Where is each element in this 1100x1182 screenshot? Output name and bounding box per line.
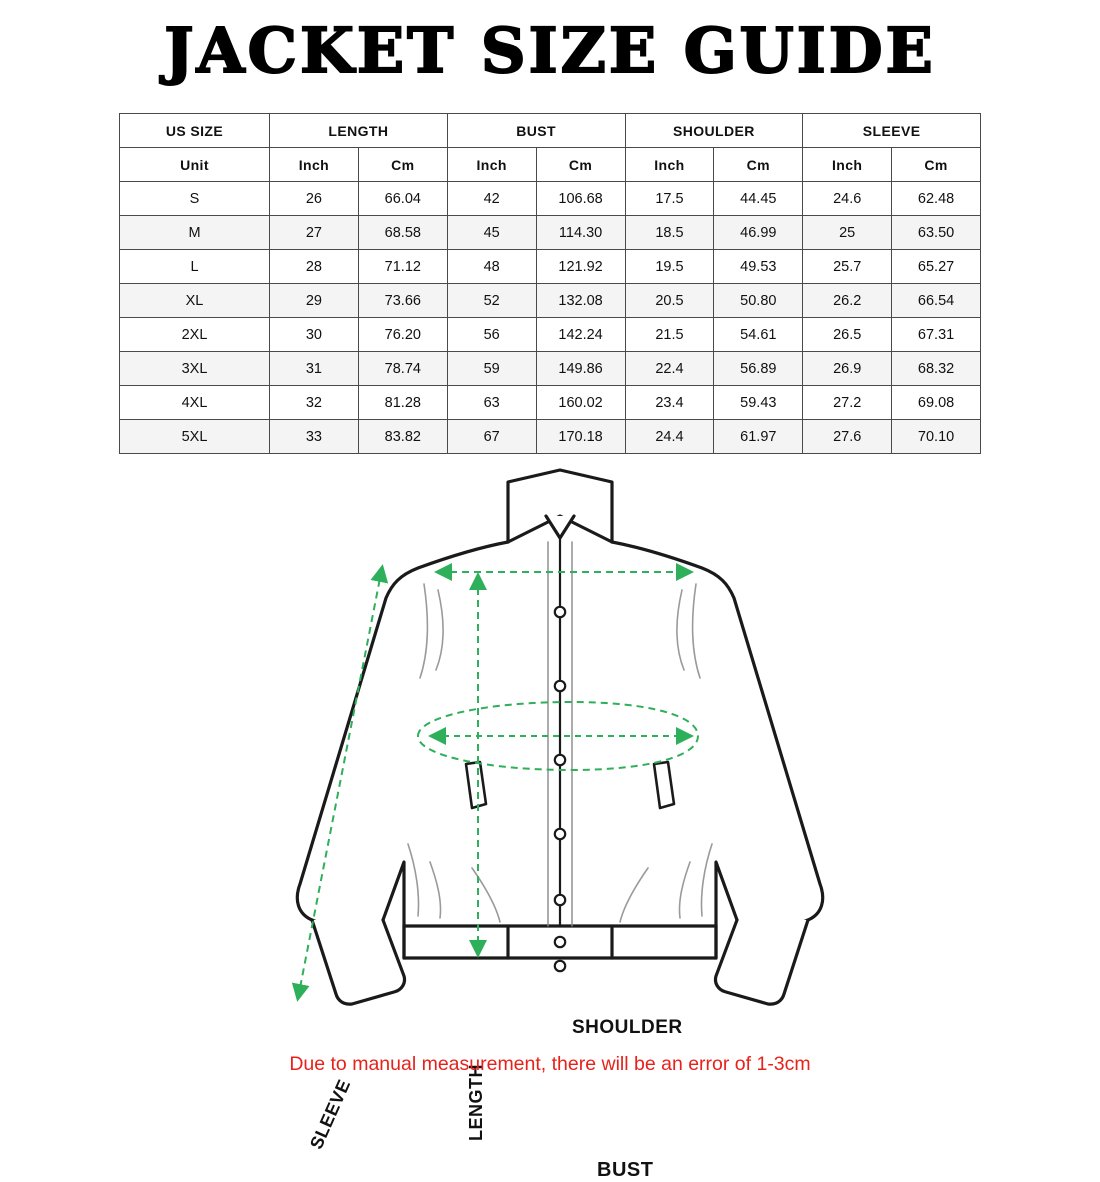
cell-value: 59 — [447, 352, 536, 386]
table-row — [120, 182, 981, 216]
cell-value: 121.92 — [536, 250, 625, 284]
group-header-sleeve: SLEEVE — [803, 114, 981, 148]
cell-value: 17.5 — [625, 182, 714, 216]
cell-value: 66.54 — [892, 284, 981, 318]
unit-header-length-cm: Cm — [358, 148, 447, 182]
unit-header-length-inch: Inch — [270, 148, 359, 182]
unit-header-shoulder-inch: Inch — [625, 148, 714, 182]
cell-value: 21.5 — [625, 318, 714, 352]
cell-value: 106.68 — [536, 182, 625, 216]
unit-header-label: Unit — [120, 148, 270, 182]
cell-value: 83.82 — [358, 420, 447, 454]
unit-header-bust-cm: Cm — [536, 148, 625, 182]
table-row — [120, 318, 981, 352]
unit-header-sleeve-inch: Inch — [803, 148, 892, 182]
cell-value: 170.18 — [536, 420, 625, 454]
table-row — [120, 250, 981, 284]
cell-value: 71.12 — [358, 250, 447, 284]
cell-value: 19.5 — [625, 250, 714, 284]
cell-value: 61.97 — [714, 420, 803, 454]
cell-value: 70.10 — [892, 420, 981, 454]
cell-value: 33 — [270, 420, 359, 454]
cell-value: 65.27 — [892, 250, 981, 284]
size-table — [119, 113, 981, 454]
cell-value: 63 — [447, 386, 536, 420]
cell-value: 50.80 — [714, 284, 803, 318]
cell-value: 18.5 — [625, 216, 714, 250]
cell-value: 22.4 — [625, 352, 714, 386]
cell-value: 149.86 — [536, 352, 625, 386]
cell-value: 78.74 — [358, 352, 447, 386]
unit-header-sleeve-cm: Cm — [892, 148, 981, 182]
label-shoulder: SHOULDER — [572, 1017, 683, 1039]
cell-value: 68.58 — [358, 216, 447, 250]
cell-value: 29 — [270, 284, 359, 318]
unit-header-row — [120, 148, 981, 182]
cell-value: 66.04 — [358, 182, 447, 216]
cell-value: 48 — [447, 250, 536, 284]
cell-value: 24.4 — [625, 420, 714, 454]
cell-value: 68.32 — [892, 352, 981, 386]
cell-value: 28 — [270, 250, 359, 284]
group-header-bust: BUST — [447, 114, 625, 148]
table-head — [120, 114, 981, 182]
cell-value: 27 — [270, 216, 359, 250]
unit-header-shoulder-cm: Cm — [714, 148, 803, 182]
cell-value: 73.66 — [358, 284, 447, 318]
group-header-us-size: US SIZE — [120, 114, 270, 148]
measurement-disclaimer: Due to manual measurement, there will be an error of 1-3cm — [289, 1053, 811, 1075]
cell-value: 23.4 — [625, 386, 714, 420]
cell-value: 132.08 — [536, 284, 625, 318]
cell-value: 56.89 — [714, 352, 803, 386]
cell-value: 62.48 — [892, 182, 981, 216]
cell-value: 54.61 — [714, 318, 803, 352]
label-sleeve: SLEEVE — [306, 1076, 355, 1153]
cell-value: 27.2 — [803, 386, 892, 420]
cell-size: 5XL — [120, 420, 270, 454]
cell-value: 56 — [447, 318, 536, 352]
cell-value: 26.9 — [803, 352, 892, 386]
cell-value: 63.50 — [892, 216, 981, 250]
cell-value: 26 — [270, 182, 359, 216]
cell-value: 142.24 — [536, 318, 625, 352]
cell-size: 3XL — [120, 352, 270, 386]
group-header-shoulder: SHOULDER — [625, 114, 803, 148]
cell-size: L — [120, 250, 270, 284]
cell-value: 20.5 — [625, 284, 714, 318]
cell-value: 27.6 — [803, 420, 892, 454]
cell-value: 26.2 — [803, 284, 892, 318]
cell-value: 30 — [270, 318, 359, 352]
cell-value: 44.45 — [714, 182, 803, 216]
label-length: LENGTH — [466, 1064, 486, 1142]
group-header-row — [120, 114, 981, 148]
cell-value: 76.20 — [358, 318, 447, 352]
page-title: JACKET SIZE GUIDE — [164, 14, 936, 87]
cell-value: 26.5 — [803, 318, 892, 352]
cell-value: 46.99 — [714, 216, 803, 250]
cell-value: 59.43 — [714, 386, 803, 420]
table-body — [120, 182, 981, 454]
cell-size: S — [120, 182, 270, 216]
label-bust: BUST — [597, 1159, 654, 1182]
cell-value: 42 — [447, 182, 536, 216]
cell-value: 52 — [447, 284, 536, 318]
cell-value: 67.31 — [892, 318, 981, 352]
cell-size: M — [120, 216, 270, 250]
cell-size: 2XL — [120, 318, 270, 352]
cell-value: 45 — [447, 216, 536, 250]
cell-size: XL — [120, 284, 270, 318]
table-row — [120, 216, 981, 250]
unit-header-bust-inch: Inch — [447, 148, 536, 182]
cell-value: 25.7 — [803, 250, 892, 284]
cell-value: 49.53 — [714, 250, 803, 284]
size-table-container — [119, 113, 981, 454]
table-row — [120, 420, 981, 454]
jacket-illustration-svg — [0, 464, 1100, 1024]
cell-value: 24.6 — [803, 182, 892, 216]
table-row — [120, 352, 981, 386]
cell-value: 114.30 — [536, 216, 625, 250]
cell-value: 81.28 — [358, 386, 447, 420]
table-row — [120, 284, 981, 318]
cell-value: 32 — [270, 386, 359, 420]
cell-value: 160.02 — [536, 386, 625, 420]
cell-value: 69.08 — [892, 386, 981, 420]
cell-value: 31 — [270, 352, 359, 386]
table-row — [120, 386, 981, 420]
cell-size: 4XL — [120, 386, 270, 420]
cell-value: 25 — [803, 216, 892, 250]
cell-value: 67 — [447, 420, 536, 454]
group-header-length: LENGTH — [270, 114, 448, 148]
